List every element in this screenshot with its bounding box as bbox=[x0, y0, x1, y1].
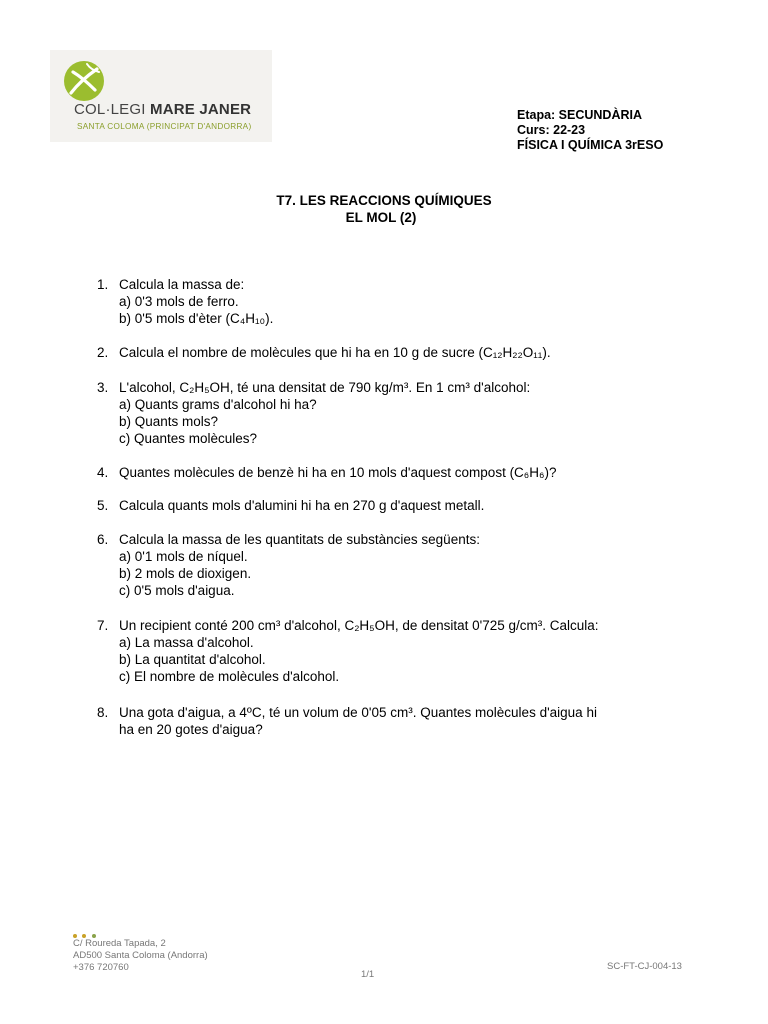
exercise-line: Calcula la massa de les quantitats de substàncies següents: bbox=[119, 532, 480, 547]
exercise-line: a) 0'3 mols de ferro. bbox=[119, 294, 239, 309]
address-phone: +376 720760 bbox=[73, 962, 129, 973]
exercise-line: a) La massa d'alcohol. bbox=[119, 635, 254, 650]
exercise-number: 3. bbox=[97, 380, 109, 395]
exercise-line: c) El nombre de molècules d'alcohol. bbox=[119, 669, 340, 684]
page-number: 1/1 bbox=[361, 969, 375, 980]
exercise-line: Calcula quants mols d'alumini hi ha en 270 g d'aquest metall. bbox=[119, 498, 485, 513]
exercise-line: c) 0'5 mols d'aigua. bbox=[119, 583, 235, 598]
document-code: SC-FT-CJ-004-13 bbox=[607, 961, 682, 972]
exercise-7 bbox=[97, 617, 599, 685]
course-year: Curs: 22-23 bbox=[517, 123, 586, 137]
address-city: AD500 Santa Coloma (Andorra) bbox=[73, 950, 208, 961]
exercise-4 bbox=[97, 464, 556, 481]
course-info bbox=[517, 108, 663, 153]
school-address bbox=[73, 938, 208, 974]
exercise-number: 6. bbox=[97, 532, 109, 547]
school-emblem-icon bbox=[63, 60, 105, 102]
document-title: T7. LES REACCIONS QUÍMIQUES bbox=[276, 193, 492, 208]
exercise-3 bbox=[97, 379, 530, 447]
exercise-1 bbox=[97, 276, 273, 327]
exercise-number: 8. bbox=[97, 705, 109, 720]
address-street: C/ Roureda Tapada, 2 bbox=[73, 938, 166, 949]
exercise-5 bbox=[97, 497, 484, 514]
exercise-2 bbox=[97, 344, 551, 361]
exercise-6 bbox=[97, 531, 480, 599]
exercise-number: 1. bbox=[97, 277, 109, 292]
exercise-8 bbox=[97, 704, 597, 738]
exercise-line: ha en 20 gotes d'aigua? bbox=[119, 722, 263, 737]
exercise-line: L'alcohol, C₂H₅OH, té una densitat de 790 kg/m³. En 1 cm³ d'alcohol: bbox=[119, 380, 531, 395]
exercise-line: Una gota d'aigua, a 4ºC, té un volum de 0'05 cm³. Quantes molècules d'aigua hi bbox=[119, 705, 597, 720]
exercise-line: b) 0'5 mols d'èter (C₄H₁₀). bbox=[119, 311, 274, 326]
school-logo bbox=[50, 50, 272, 142]
exercise-line: c) Quantes molècules? bbox=[119, 431, 258, 446]
exercise-line: a) Quants grams d'alcohol hi ha? bbox=[119, 397, 317, 412]
exercise-line: Quantes molècules de benzè hi ha en 10 mols d'aquest compost (C₆H₆)? bbox=[119, 465, 557, 480]
stage-label: Etapa: SECUNDÀRIA bbox=[517, 108, 643, 122]
exercise-line: Calcula el nombre de molècules que hi ha en 10 g de sucre (C₁₂H₂₂O₁₁). bbox=[119, 345, 551, 360]
document-subtitle: EL MOL (2) bbox=[345, 210, 417, 225]
school-location: SANTA COLOMA (PRINCIPAT D'ANDORRA) bbox=[77, 122, 252, 131]
school-name: COL·LEGI MARE JANER bbox=[74, 101, 252, 118]
exercise-line: b) Quants mols? bbox=[119, 414, 219, 429]
exercise-number: 5. bbox=[97, 498, 109, 513]
exercise-line: b) 2 mols de dioxigen. bbox=[119, 566, 252, 581]
subject-label: FÍSICA I QUÍMICA 3rESO bbox=[517, 138, 664, 152]
exercise-number: 4. bbox=[97, 465, 109, 480]
exercise-line: Calcula la massa de: bbox=[119, 277, 245, 292]
exercise-line: b) La quantitat d'alcohol. bbox=[119, 652, 266, 667]
exercise-number: 2. bbox=[97, 345, 109, 360]
exercise-line: a) 0'1 mols de níquel. bbox=[119, 549, 248, 564]
exercise-number: 7. bbox=[97, 618, 109, 633]
exercise-line: Un recipient conté 200 cm³ d'alcohol, C₂H₅OH, de densitat 0'725 g/cm³. Calcula: bbox=[119, 618, 599, 633]
